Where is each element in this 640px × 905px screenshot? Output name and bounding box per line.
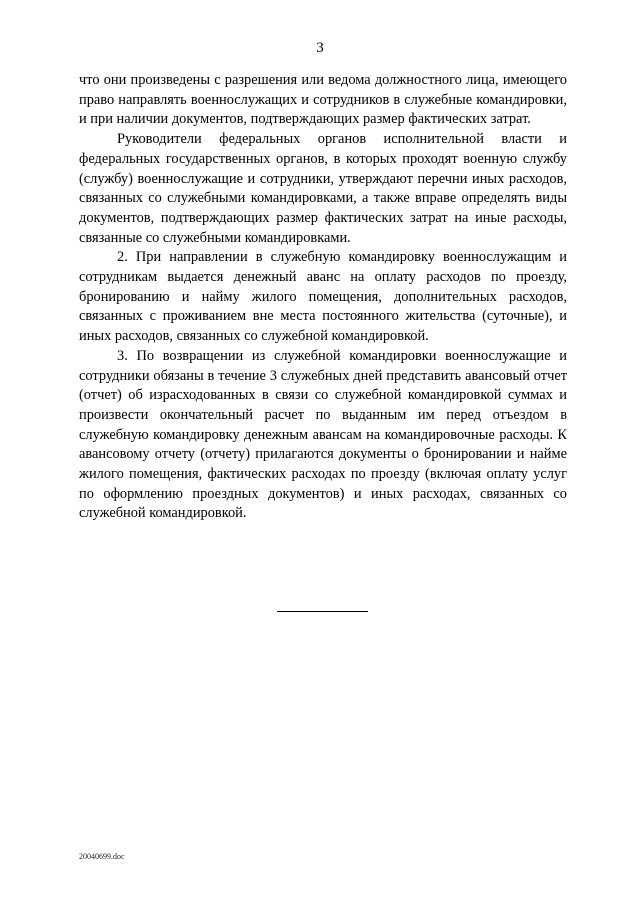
paragraph-item-3: 3. По возвращении из служебной командировки военнослужащие и сотрудники обязаны в течение 3 служебных дней представить авансовый отчет (отчет) об израсходованных в связи со служебной командировкой суммах и произвести окончательный расчет по выданным им перед отъездом в служебную командировку денежным авансам на командировочные расходы. К авансовому отчету (отчету) прилагаются документы о бронировании и найме жилого помещения, фактических расходах по проезду (включая оплату услуг по оформлению проездных документов) и иных расходах, связанных со служебной командировкой. <box>79 347 567 522</box>
page-number: 3 <box>316 40 324 56</box>
document-body <box>79 71 567 524</box>
footer-filename: 20040699.doc <box>79 852 125 861</box>
paragraph-continuation: что они произведены с разрешения или ведома должностного лица, имеющего право направлять военнослужащих и сотрудников в служебные командировки, и при наличии документов, подтверждающих размер фактических затрат. <box>79 72 567 128</box>
paragraph-heads-of-agencies: Руководители федеральных органов исполнительной власти и федеральных государственных органов, в которых проходят военную службу (службу) военнослужащие и сотрудники, утверждают перечни иных расходов, связанных со служебными командировками, а также вправе определять виды документов, подтверждающих размер фактических затрат на иные расходы, связанные со служебными командировками. <box>79 131 567 246</box>
end-of-text-divider <box>277 611 368 612</box>
paragraph-item-2: 2. При направлении в служебную командировку военнослужащим и сотрудникам выдается денежный аванс на оплату расходов по проезду, бронированию и найму жилого помещения, дополнительных расходов, связанных с проживанием вне места постоянного жительства (суточные), и иных расходов, связанных со служебной командировкой. <box>79 249 567 345</box>
